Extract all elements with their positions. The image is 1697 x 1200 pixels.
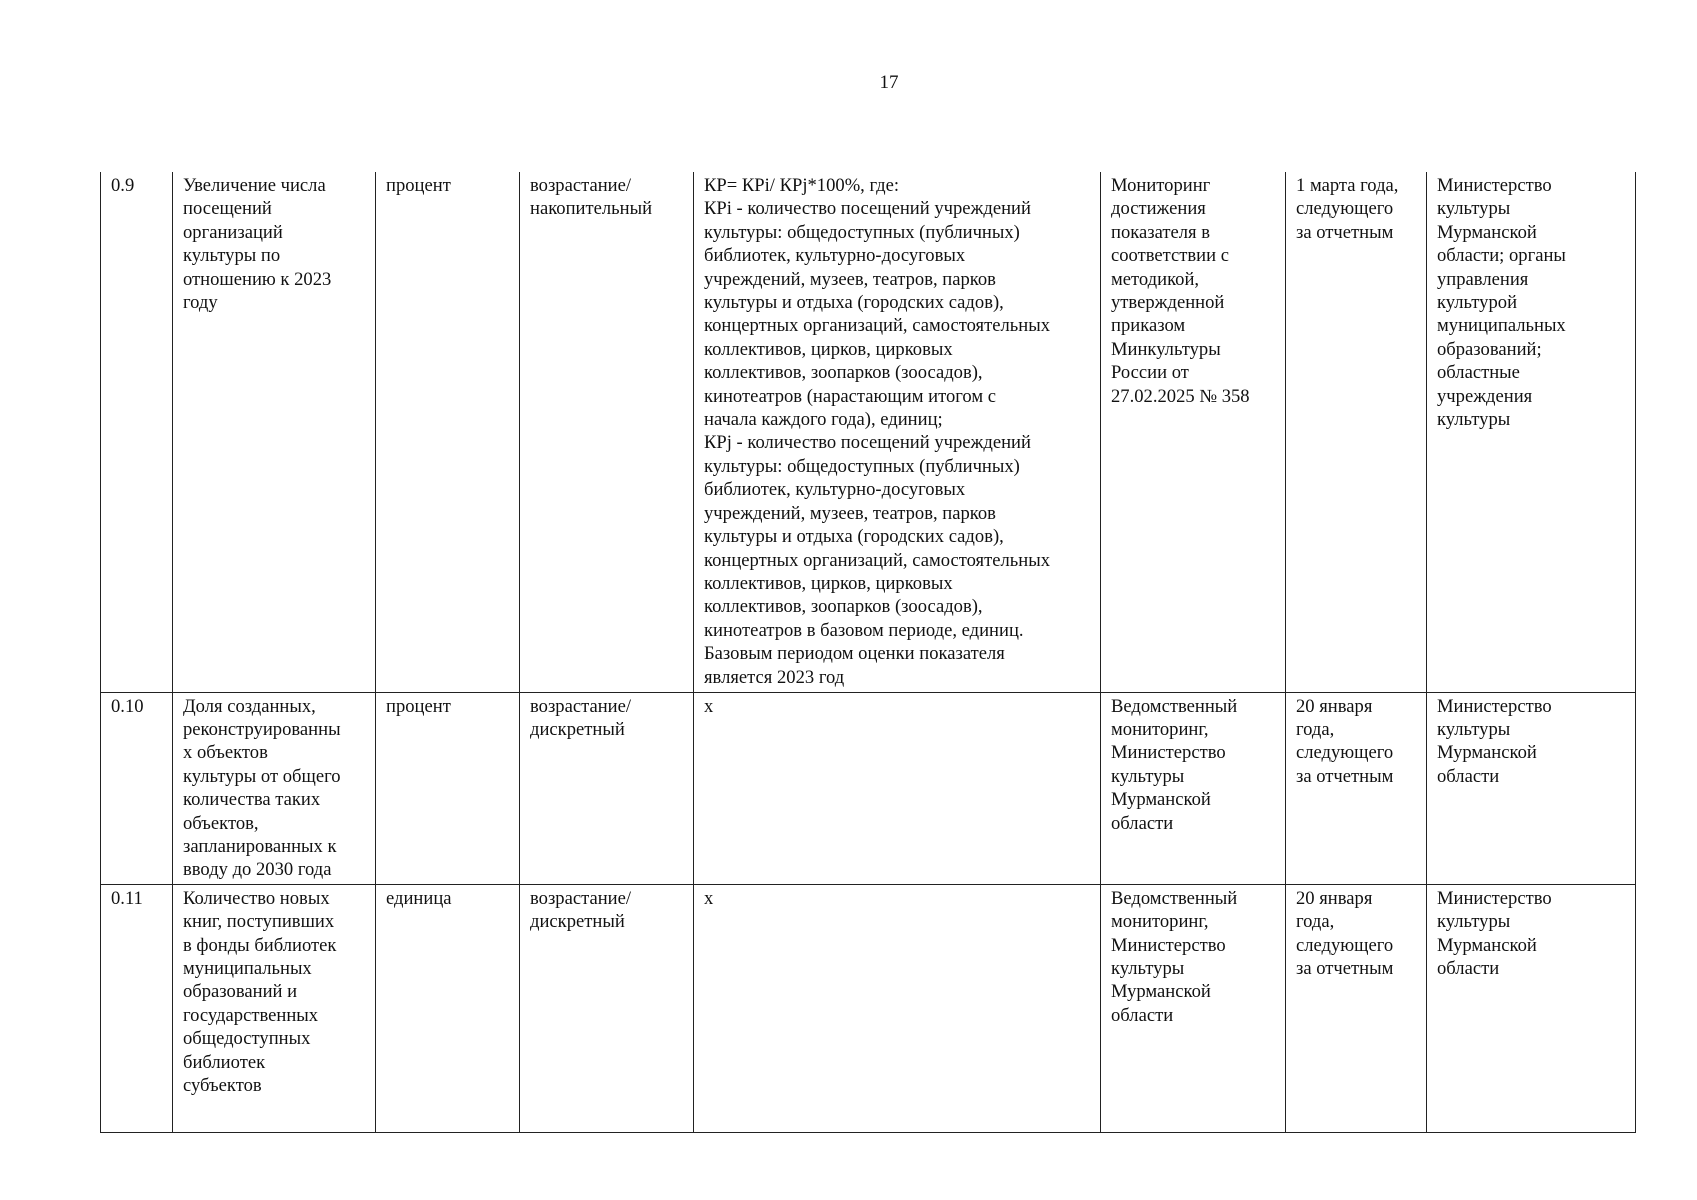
indicator-type: возрастание/ дискретный xyxy=(520,692,694,884)
data-source: Ведомственный мониторинг, Министерство культуры Мурманской области xyxy=(1101,692,1286,884)
indicator-name: Увеличение числа посещений организаций культуры по отношению к 2023 году xyxy=(173,172,376,692)
row-number: 0.10 xyxy=(101,692,173,884)
deadline: 1 марта года, следующего за отчетным xyxy=(1286,172,1427,692)
indicator-type: возрастание/ дискретный xyxy=(520,884,694,1132)
indicator-name: Количество новых книг, поступивших в фонды библиотек муниципальных образований и государственных общедоступных библиотек субъектов xyxy=(173,884,376,1132)
responsible: Министерство культуры Мурманской области xyxy=(1427,692,1636,884)
indicator-type: возрастание/ накопительный xyxy=(520,172,694,692)
unit: процент xyxy=(376,692,520,884)
indicator-name: Доля созданных, реконструированны х объектов культуры от общего количества таких объектов, запланированных к вводу до 2030 года xyxy=(173,692,376,884)
unit: процент xyxy=(376,172,520,692)
table-row xyxy=(101,692,1636,884)
data-source: Мониторинг достижения показателя в соответствии с методикой, утвержденной приказом Минкультуры России от 27.02.2025 № 358 xyxy=(1101,172,1286,692)
responsible: Министерство культуры Мурманской области; органы управления культурой муниципальных образований; областные учреждения культуры xyxy=(1427,172,1636,692)
data-source: Ведомственный мониторинг, Министерство культуры Мурманской области xyxy=(1101,884,1286,1132)
indicator-table xyxy=(100,172,1636,1133)
row-number: 0.11 xyxy=(101,884,173,1132)
unit: единица xyxy=(376,884,520,1132)
deadline: 20 января года, следующего за отчетным xyxy=(1286,692,1427,884)
table-row xyxy=(101,172,1636,692)
calculation-method: КР= КPi/ КPj*100%, где: КPi - количество посещений учреждений культуры: общедоступных (публичных) библиотек, культурно-досуговых учреждений, музеев, театров, парков культуры и отдыха (городских садов), концертных организаций, самостоятельных коллективов, цирков, цирковых коллективов, зоопарков (зоосадов), кинотеатров (нарастающим итогом с начала каждого года), единиц; КPj - количество посещений учреждений культуры: общедоступных (публичных) библиотек, культурно-досуговых учреждений, музеев, театров, парков культуры и отдыха (городских садов), концертных организаций, самостоятельных коллективов, цирков, цирковых коллективов, зоопарков (зоосадов), кинотеатров в базовом периоде, единиц. Базовым периодом оценки показателя является 2023 год xyxy=(694,172,1101,692)
page-number: 17 xyxy=(879,72,899,93)
table-row xyxy=(101,884,1636,1132)
calculation-method: х xyxy=(694,692,1101,884)
row-number: 0.9 xyxy=(101,172,173,692)
responsible: Министерство культуры Мурманской области xyxy=(1427,884,1636,1132)
deadline: 20 января года, следующего за отчетным xyxy=(1286,884,1427,1132)
calculation-method: х xyxy=(694,884,1101,1132)
